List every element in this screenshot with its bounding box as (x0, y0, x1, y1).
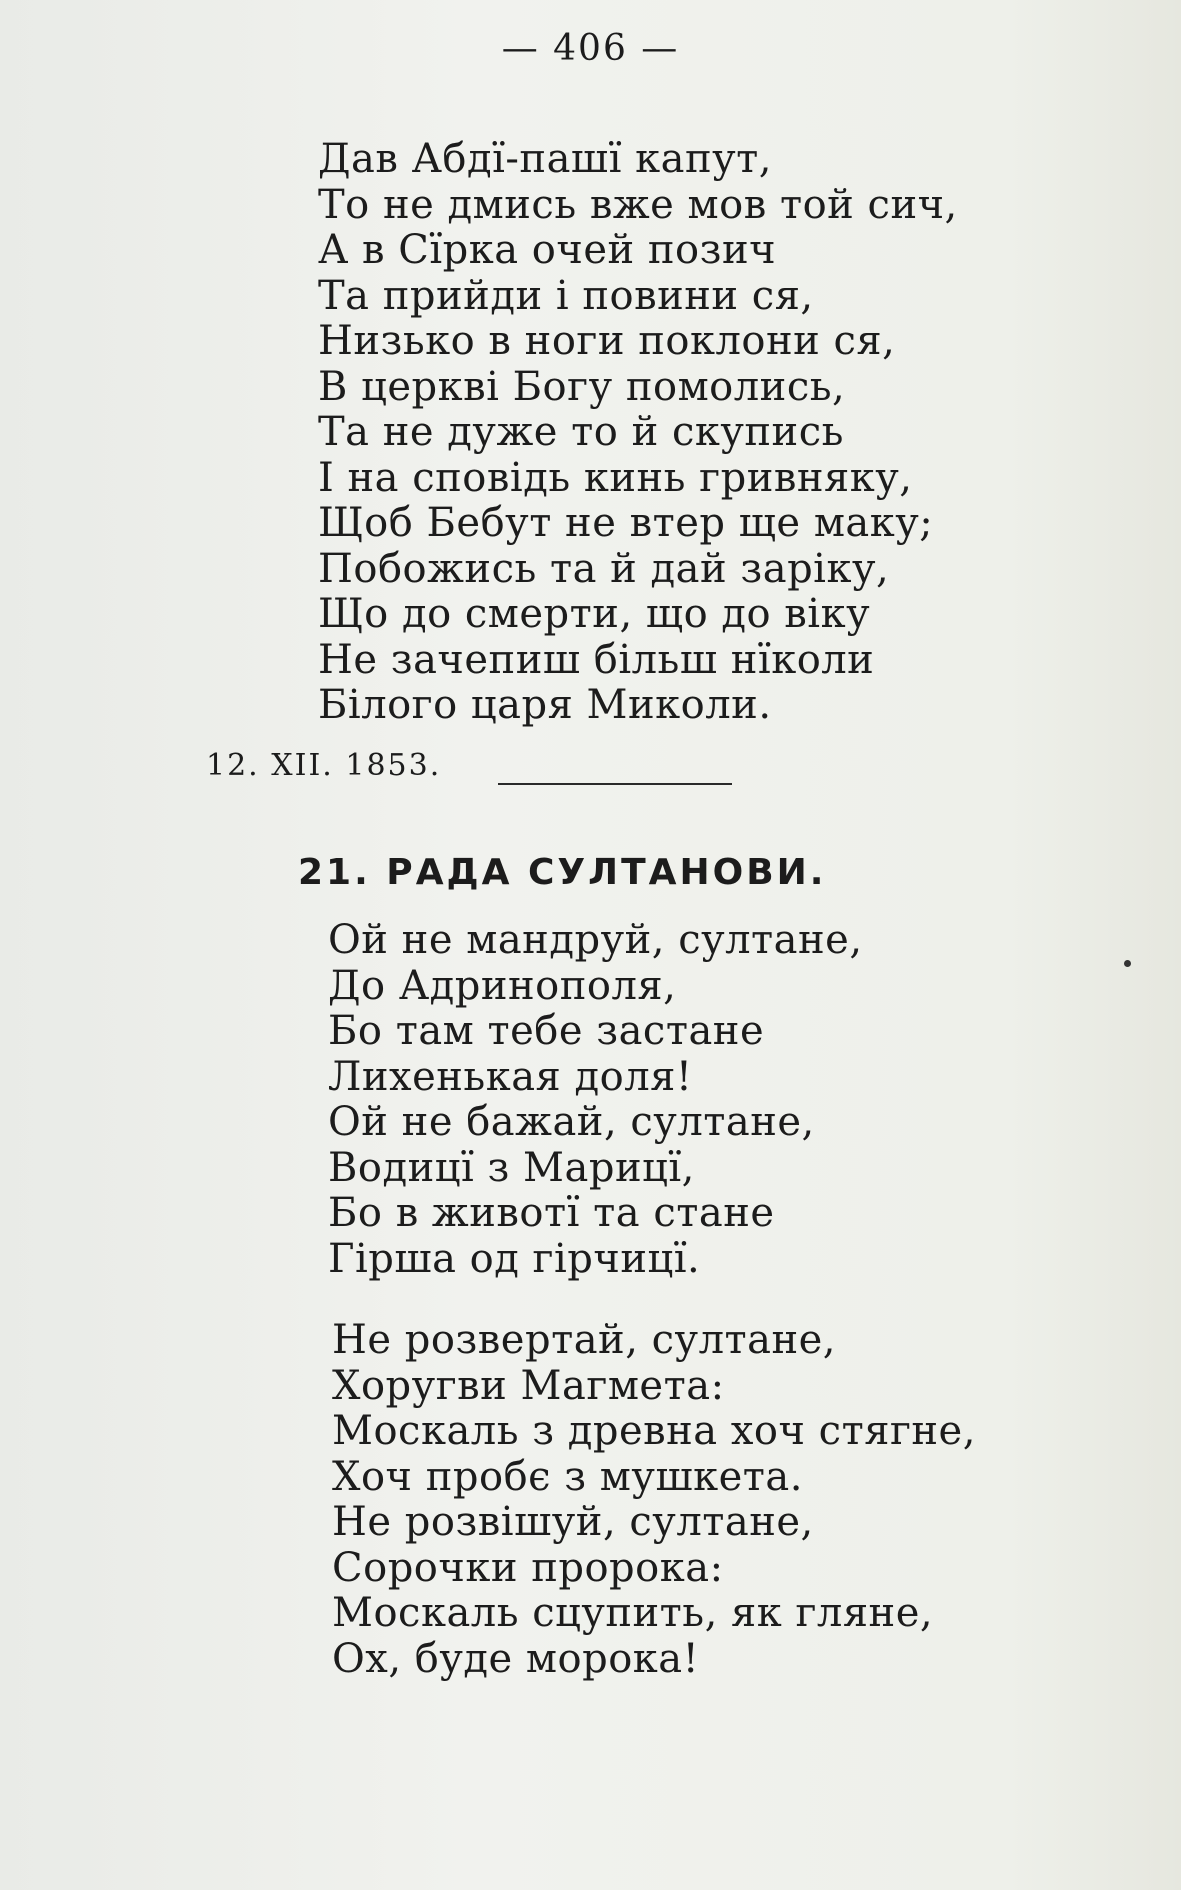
poem-date: 12. XII. 1853. (206, 748, 442, 783)
verse-line: Не розвертай, султане, (332, 1317, 837, 1363)
verse-line: Хоругви Магмета: (332, 1362, 725, 1409)
verse-line: Бо там тебе застане (328, 1008, 765, 1054)
verse-line: Та не дуже то й скупись (318, 409, 844, 455)
verse-line: Та прийди і повини ся, (318, 272, 814, 319)
verse-line: Ох, буде морока! (332, 1635, 700, 1682)
verse-line: Побожись та й дай заріку, (318, 545, 890, 592)
verse-line: Щоб Бебут не втер ще маку; (318, 500, 934, 546)
verse-line: Дав Абдї-пашї капут, (318, 136, 773, 182)
verse-line: І на сповідь кинь гривняку, (318, 454, 913, 501)
verse-line: До Адринополя, (328, 962, 677, 1009)
ink-speck (1124, 960, 1131, 967)
verse-line: Білого царя Миколи. (318, 682, 772, 728)
poem-stanza-continued (318, 137, 958, 729)
verse-line: В церкві Богу помолись, (318, 363, 846, 410)
verse-line: Гірша од гірчицї. (328, 1235, 701, 1282)
verse-line: То не дмись вже мов той сич, (318, 181, 958, 228)
verse-line: Москаль сцупить, як гляне, (332, 1590, 934, 1636)
verse-line: Що до смерти, що до віку (318, 591, 871, 637)
verse-line: Хоч пробє з мушкета. (332, 1453, 803, 1500)
verse-line: Бо в животї та стане (328, 1190, 775, 1236)
verse-line: Низько в ноги поклони ся, (318, 318, 896, 364)
poem-stanza-1 (328, 918, 863, 1282)
verse-line: Ой не бажай, султане, (328, 1099, 815, 1145)
verse-line: Лихенькая доля! (328, 1053, 693, 1100)
poem-title: 21. РАДА СУЛТАНОВИ. (298, 852, 827, 893)
verse-line: Не зачепиш більш нїколи (318, 636, 875, 683)
verse-line: Москаль з древна хоч стягне, (332, 1408, 976, 1454)
section-divider (498, 783, 732, 785)
poem-stanza-2 (332, 1318, 976, 1682)
verse-line: Водицї з Марицї, (328, 1144, 695, 1191)
verse-line: А в Сїрка очей позич (318, 227, 777, 273)
verse-line: Ой не мандруй, султане, (328, 917, 863, 963)
verse-line: Не розвішуй, султане, (332, 1499, 814, 1545)
page-number: — 406 — (501, 28, 680, 69)
verse-line: Сорочки пророка: (332, 1544, 724, 1591)
